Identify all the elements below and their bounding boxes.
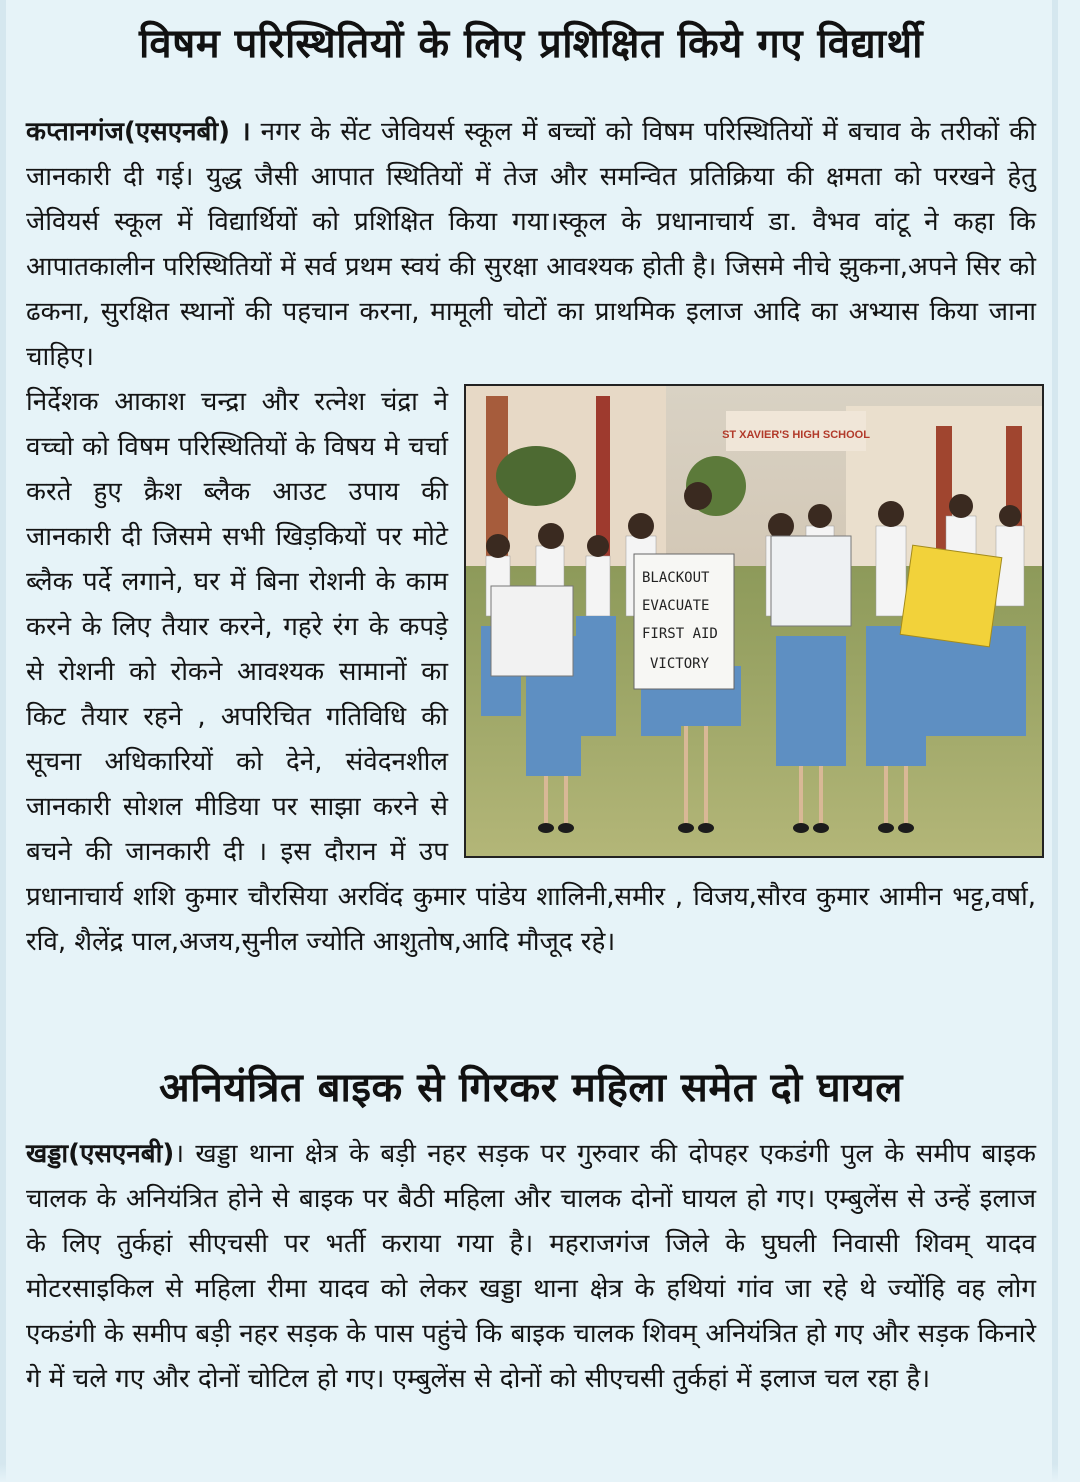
placard-line: EVACUATE xyxy=(642,598,710,614)
article-intro xyxy=(26,110,1036,380)
column-rule-right xyxy=(1052,0,1058,1482)
placard-line: VICTORY xyxy=(650,656,710,672)
school-banner-text: ST XAVIER'S HIGH SCHOOL xyxy=(722,429,870,441)
page-fade xyxy=(0,1464,1080,1482)
column-rule-left xyxy=(0,0,6,1482)
news-photo-students xyxy=(464,384,1044,858)
dateline: कप्तानगंज(एसएनबी) । xyxy=(26,117,251,147)
article-body xyxy=(26,1132,1036,1402)
article-accident xyxy=(26,1058,1036,1402)
paragraph-text: नगर के सेंट जेवियर्स स्कूल में बच्चों को विषम परिस्थितियों में बचाव के तरीकों की जानकारी दी गई। युद्ध जैसी आपात स्थितियों में तेज और समन्वित प्रतिक्रिया की क्षमता को परखने हेतु जेवियर्स स्कूल में विद्यार्थियों को प्रशिक्षित किया गया।स्कूल के प्रधानाचार्य डा. वैभव वांटू ने कहा कि आपातकालीन परिस्थितियों में सर्व प्रथम स्वयं की सुरक्षा आवश्यक होती है। जिसमे नीचे झुकना,अपने सिर को ढकना, सुरक्षित स्थानों की पहचान करना, मामूली चोटों का प्राथमिक इलाज आदि का अभ्यास किया जाना चाहिए। xyxy=(26,117,1036,372)
article-headline: विषम परिस्थितियों के लिए प्रशिक्षित किये गए विद्यार्थी xyxy=(139,21,923,67)
placard-line: FIRST AID xyxy=(642,626,718,642)
students-drill-photo xyxy=(466,386,1042,856)
article-headline: अनियंत्रित बाइक से गिरकर महिला समेत दो घायल xyxy=(159,1065,903,1111)
article-body: निर्देशक आकाश चन्द्रा और रत्नेश चंद्रा ने वच्चो को विषम परिस्थितियों के विषय मे चर्चा करते हुए क्रैश ब्लैक आउट उपाय की जानकारी दी जिसमे सभी खिड़कियों पर मोटे ब्लैक पर्दे लगाने, घर में बिना रोशनी के काम करने के लिए तैयार करने, गहरे रंग के कपड़े से रोशनी को रोकने आवश्यक सामानों का किट तैयार रहने , अपरिचित गतिविधि की सूचना अधिकारियों को देने, संवेदनशील जानकारी सोशल मीडिया पर साझा करने से बचने की जानकारी दी । इस दौरान में उप प्रधानाचार्य शशि कुमार चौरसिया अरविंद कुमार पांडेय शालिनी,समीर , विजय,सौरव कुमार आमीन भट्ट,वर्षा, रवि, शैलेंद्र पाल,अजय,सुनील ज्योति आशुतोष,आदि मौजूद रहे। xyxy=(26,387,1036,957)
article-training xyxy=(26,14,1036,965)
paragraph-text: । खड्डा थाना क्षेत्र के बड़ी नहर सड़क पर गुरुवार की दोपहर एकडंगी पुल के समीप बाइक चालक के अनियंत्रित होने से बाइक पर बैठी महिला और चालक दोनों घायल हो गए। एम्बुलेंस से उन्हें इलाज के लिए तुर्कहां सीएचसी पर भर्ती कराया गया है। महराजगंज जिले के घुघली निवासी शिवम् यादव मोटरसाइकिल से महिला रीमा यादव को लेकर खड्डा थाना क्षेत्र के हथियां गांव जा रहे थे ज्योंहि वह लोग एकडंगी के समीप बड़ी नहर सड़क के पास पहुंचे कि बाइक चालक शिवम् अनियंत्रित हो गए और सड़क किनारे गे में चले गए और दोनों चोटिल हो गए। एम्बुलेंस से दोनों को सीएचसी तुर्कहां में इलाज चल रहा है। xyxy=(26,1139,1036,1394)
placard-line: BLACKOUT xyxy=(642,570,710,586)
dateline: खड्डा(एसएनबी) xyxy=(26,1139,175,1169)
